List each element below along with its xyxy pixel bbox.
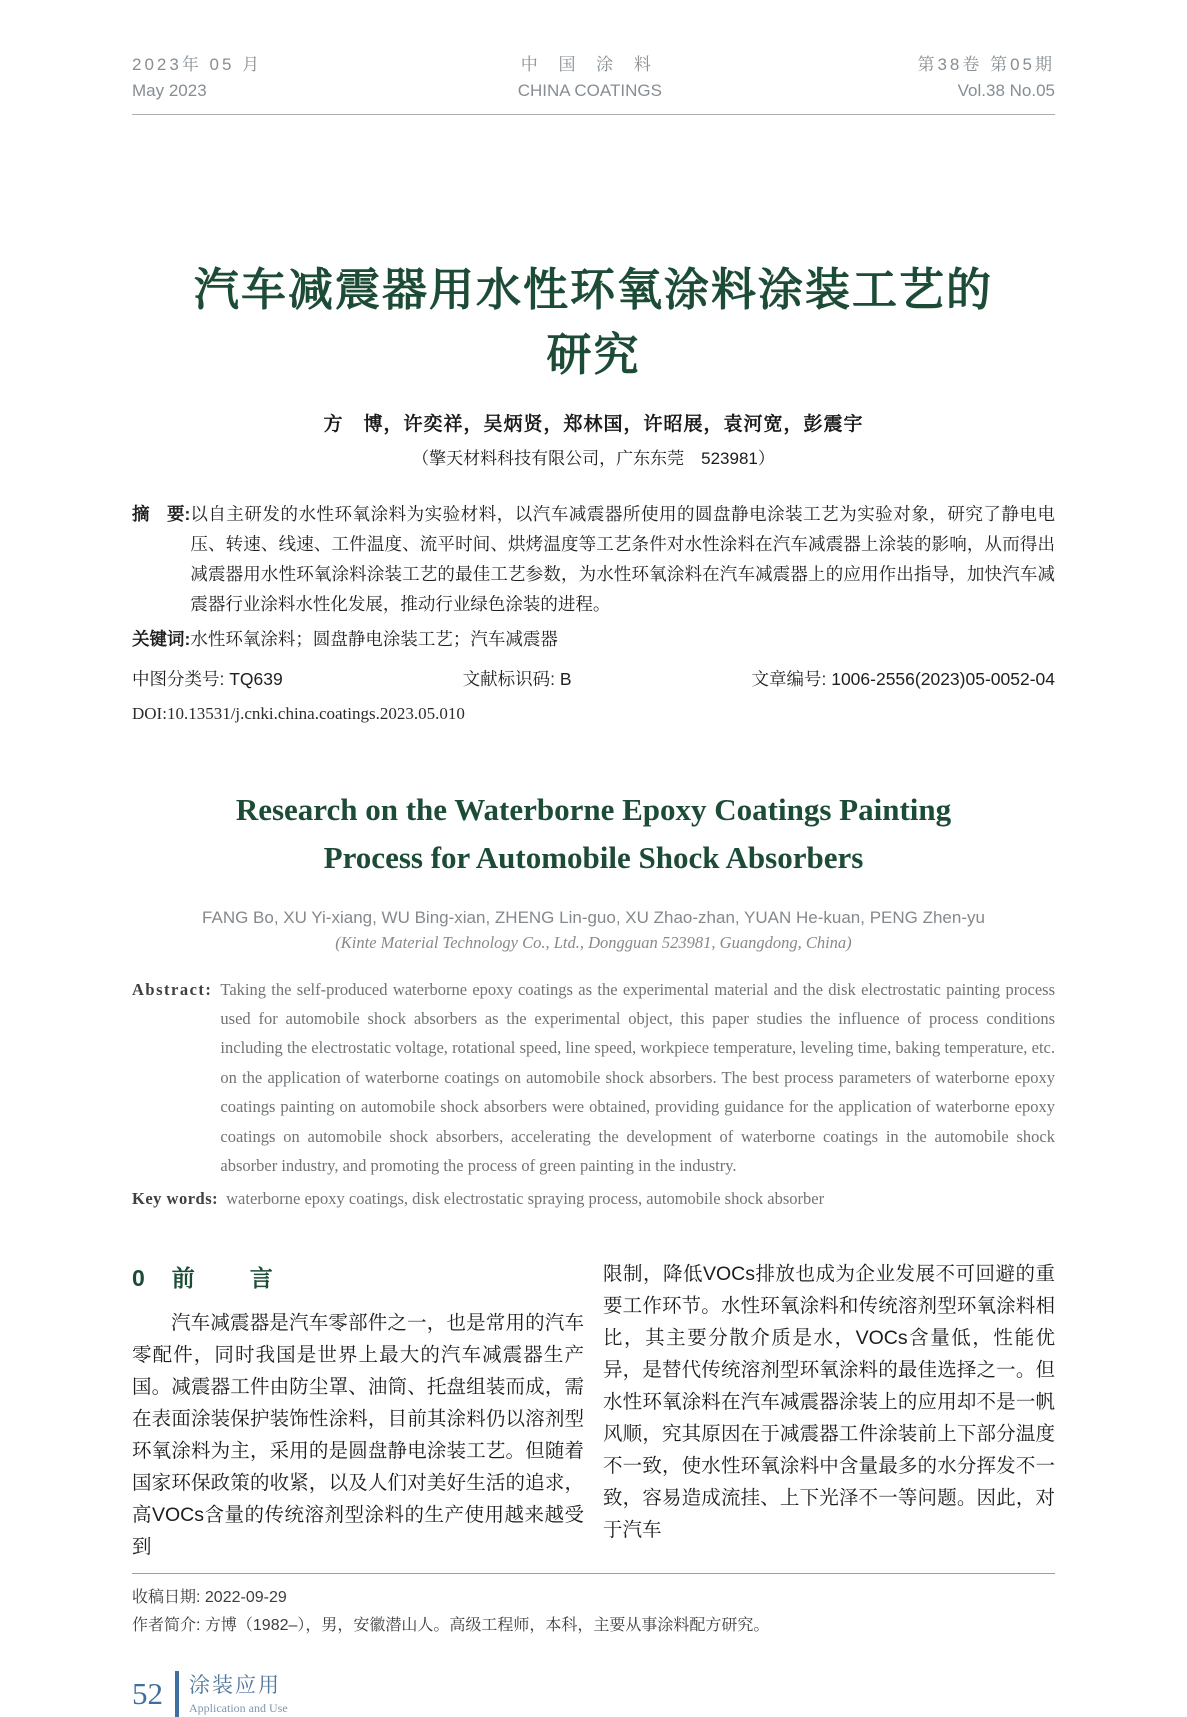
authors-en: FANG Bo, XU Yi-xiang, WU Bing-xian, ZHENG Lin-guo, XU Zhao-zhan, YUAN He-kuan, PENG Zhen-yu <box>202 907 985 927</box>
abstract-cn <box>132 499 1055 619</box>
journal-name-cn: 中 国 涂 料 <box>520 55 659 74</box>
intro-paragraph-right: 限制，降低VOCs排放也成为企业发展不可回避的重要工作环节。水性环氧涂料和传统溶剂型环氧涂料相比，其主要分散介质是水，VOCs含量低，性能优异，是替代传统溶剂型环氧涂料的最佳选择之一。但水性环氧涂料在汽车减震器涂装上的应用却不是一帆风顺，究其原因在于减震器工件涂装前上下部分温度不一致，使水性环氧涂料中含量最多的水分挥发不一致，容易造成流挂、上下光泽不一等问题。因此，对于汽车 <box>603 1262 1055 1541</box>
article-id: 文章编号: 1006-2556(2023)05-0052-04 <box>751 668 1055 689</box>
page-footer <box>132 1671 1055 1717</box>
affiliation-en: (Kinte Material Technology Co., Ltd., Dongguan 523981, Guangdong, China) <box>335 932 852 952</box>
intro-section <box>132 1258 1055 1563</box>
keywords-cn-label: 关键词: <box>132 628 191 649</box>
intro-column-left <box>132 1258 584 1563</box>
section-heading-intro <box>132 1260 584 1293</box>
clc-number: 中图分类号: TQ639 <box>132 668 283 689</box>
page-number: 52 <box>132 1676 163 1712</box>
document-code: 文献标识码: B <box>462 668 572 689</box>
abstract-cn-text: 以自主研发的水性环氧涂料为实验材料，以汽车减震器所使用的圆盘静电涂装工艺为实验对象，研究了静电电压、转速、线速、工件温度、流平时间、烘烤温度等工艺条件对水性涂料在汽车减震器上涂装的影响，从而得出减震器用水性环氧涂料涂装工艺的最佳工艺参数，为水性环氧涂料在汽车减震器上的应用作出指导，加快汽车减震器行业涂料水性化发展，推动行业绿色涂装的进程。 <box>190 504 1055 615</box>
footer-section-en: Application and Use <box>189 1700 288 1715</box>
footer-divider-bar <box>175 1671 179 1717</box>
article-title-en-line1: Research on the Waterborne Epoxy Coatings Painting <box>235 791 952 827</box>
header-journal-name <box>518 52 662 105</box>
intro-column-right <box>603 1258 1055 1563</box>
keywords-cn-text: 水性环氧涂料；圆盘静电涂装工艺；汽车减震器 <box>190 628 558 649</box>
article-title-cn-line2: 研究 <box>546 328 641 380</box>
received-date: 收稿日期: 2022-09-29 <box>132 1588 287 1606</box>
abstract-en <box>132 975 1055 1181</box>
doi: DOI:10.13531/j.cnki.china.coatings.2023.05.010 <box>132 703 465 723</box>
classification-row <box>132 666 1055 691</box>
header-issue-date <box>132 52 262 105</box>
section-title: 前 言 <box>171 1264 289 1291</box>
keywords-en <box>132 1184 1055 1213</box>
issue-date-cn: 2023年 05 月 <box>132 55 263 74</box>
authors-cn: 方 博，许奕祥，吴炳贤，郑林国，许昭展，袁河宽，彭震宇 <box>323 414 864 436</box>
article-title-en <box>132 786 1055 882</box>
abstract-cn-label: 摘 要: <box>132 504 191 525</box>
header-volume-issue <box>917 52 1055 105</box>
article-title-cn <box>132 257 1055 388</box>
keywords-cn <box>132 624 1055 654</box>
abstract-en-text: Taking the self-produced waterborne epoxy coatings as the experimental material and the disk electrostatic painting process used for automobile shock absorbers as the experimental object, this paper studies the influence of process conditions including the electrostatic voltage, rotational speed, line speed, workpiece temperature, leveling time, baking temperature, etc. on the application of waterborne coatings on automobile shock absorbers. The best process parameters of waterborne epoxy coatings painting on automobile shock absorbers were obtained, providing guidance for the application of waterborne epoxy coatings on automobile shock absorbers, accelerating the development of waterborne coatings in the automobile shock absorber industry, and promoting the process of green painting in the industry. <box>220 979 1055 1175</box>
section-number: 0 <box>132 1264 146 1291</box>
author-bio: 作者简介: 方博（1982–），男，安徽潜山人。高级工程师，本科，主要从事涂料配方研究。 <box>132 1617 770 1635</box>
footnotes <box>132 1584 1055 1642</box>
keywords-en-text: waterborne epoxy coatings, disk electrostatic spraying process, automobile shock absorber <box>226 1189 825 1209</box>
journal-name-en: CHINA COATINGS <box>517 81 662 101</box>
journal-header <box>132 52 1055 115</box>
volume-issue-en: Vol.38 No.05 <box>957 81 1055 101</box>
footnote-divider <box>132 1573 1055 1574</box>
affiliation-cn: （擎天材料科技有限公司，广东东莞 523981） <box>412 449 775 469</box>
article-title-en-line2: Process for Automobile Shock Absorbers <box>323 839 864 875</box>
volume-issue-cn: 第38卷 第05期 <box>917 55 1055 74</box>
article-title-cn-line1: 汽车减震器用水性环氧涂料涂装工艺的 <box>193 263 993 315</box>
abstract-en-label: Abstract: <box>132 979 213 999</box>
footer-section <box>189 1673 288 1716</box>
footer-section-cn: 涂装应用 <box>189 1673 281 1697</box>
keywords-en-label: Key words: <box>132 1189 219 1209</box>
issue-date-en: May 2023 <box>132 81 207 101</box>
intro-paragraph-left: 汽车减震器是汽车零部件之一，也是常用的汽车零配件，同时我国是世界上最大的汽车减震器生产国。减震器工件由防尘罩、油筒、托盘组装而成，需在表面涂装保护装饰性涂料，目前其涂料仍以溶剂型环氧涂料为主，采用的是圆盘静电涂装工艺。但随着国家环保政策的收紧，以及人们对美好生活的追求，高VOCs含量的传统溶剂型涂料的生产使用越来越受到 <box>132 1311 584 1558</box>
